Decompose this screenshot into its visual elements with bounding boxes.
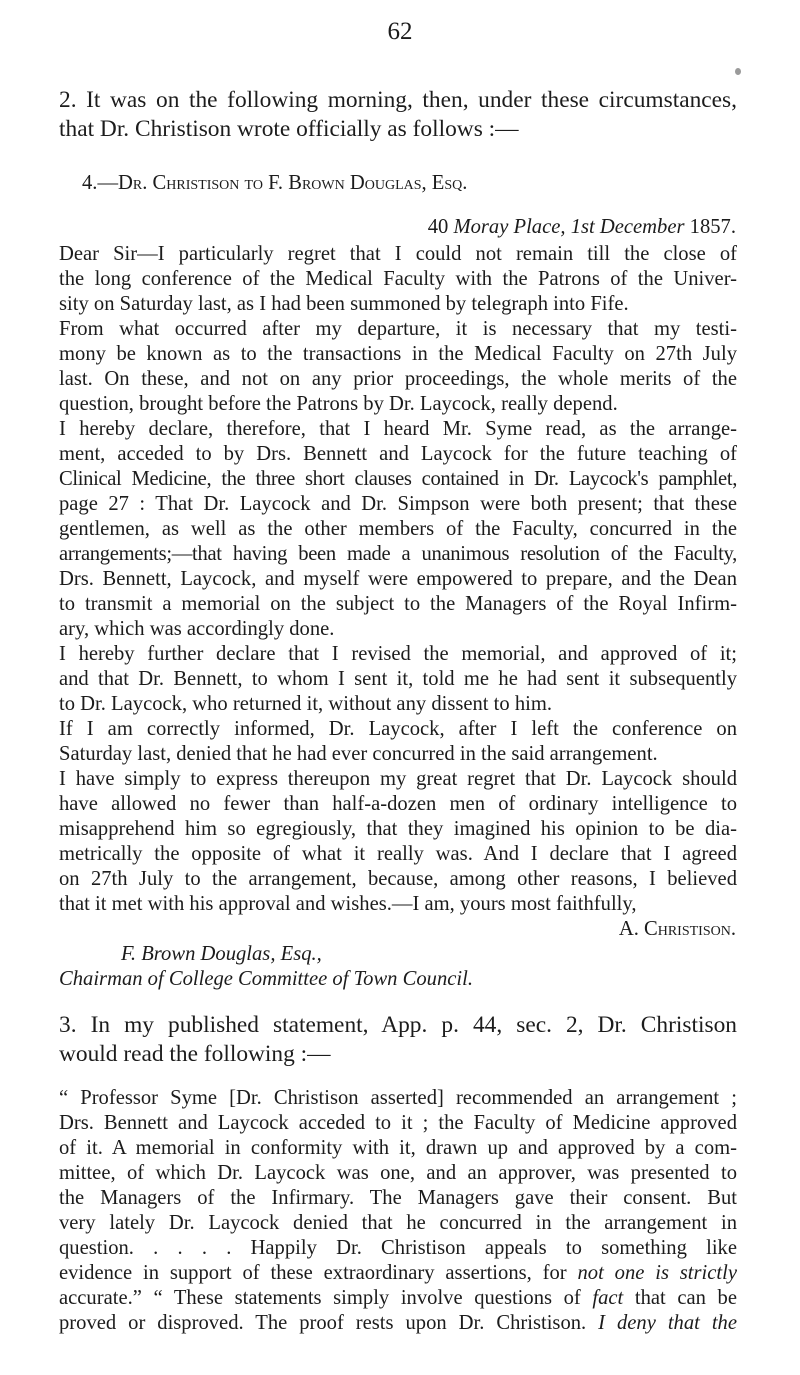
quote-line: the Managers of the Infirmary. The Managers gave their consent. But <box>59 1187 737 1209</box>
letter-line: I hereby further declare that I revised the memorial, and approved of it; <box>59 643 737 665</box>
quote-line: “ Professor Syme [Dr. Christison asserted] recommended an arrangement ; <box>59 1087 737 1109</box>
letter-line: that it met with his approval and wishes.—I am, yours most faithfully, <box>59 893 637 915</box>
letter-line: ment, acceded to by Drs. Bennett and Laycock for the future teaching of <box>59 443 737 465</box>
letter-line: sity on Saturday last, as I had been summoned by telegraph into Fife. <box>59 293 629 315</box>
letter-line: arrangements;—that having been made a unanimous resolution of the Faculty, <box>59 543 737 565</box>
letter-line: to transmit a memorial on the subject to the Managers of the Royal Infirm- <box>59 593 737 615</box>
para3-line: would read the following :— <box>59 1041 331 1067</box>
quote-line: proved or disproved. The proof rests upon Dr. Christison. I deny that the <box>59 1312 737 1334</box>
letter-line: the long conference of the Medical Faculty with the Patrons of the Univer- <box>59 268 737 290</box>
quote-line: question. . . . . Happily Dr. Christison appeals to something like <box>59 1237 737 1259</box>
letter-line: Saturday last, denied that he had ever concurred in the said arrangement. <box>59 743 658 765</box>
quote-line: of it. A memorial in conformity with it, drawn up and approved by a com- <box>59 1137 737 1159</box>
letter-line: page 27 : That Dr. Laycock and Dr. Simpson were both present; that these <box>59 493 737 515</box>
page-number: 62 <box>387 18 413 45</box>
letter-line: on 27th July to the arrangement, because, among other reasons, I believed <box>59 868 737 890</box>
letter-line: Clinical Medicine, the three short clauses contained in Dr. Laycock's pamphlet, <box>59 468 737 490</box>
letter-line: I have simply to express thereupon my great regret that Dr. Laycock should <box>59 768 737 790</box>
letter-line: last. On these, and not on any prior proceedings, the whole merits of the <box>59 368 737 390</box>
letter-signature: A. Christison. <box>618 918 736 940</box>
letter-line: ary, which was accordingly done. <box>59 618 335 640</box>
para2-line: that Dr. Christison wrote officially as follows :— <box>59 116 519 142</box>
letter-line: If I am correctly informed, Dr. Laycock, after I left the conference on <box>59 718 737 740</box>
letter-addressee: F. Brown Douglas, Esq., <box>121 943 322 965</box>
quote-line: very lately Dr. Laycock denied that he concurred in the arrangement in <box>59 1212 737 1234</box>
letter-dateline: 40 Moray Place, 1st December 1857. <box>427 216 736 238</box>
quote-line: mittee, of which Dr. Laycock was one, and an approver, was presented to <box>59 1162 737 1184</box>
letter-line: misapprehend him so egregiously, that they imagined his opinion to be dia- <box>59 818 737 840</box>
letter-line: metrically the opposite of what it really was. And I declare that I agreed <box>59 843 737 865</box>
letter-line: to Dr. Laycock, who returned it, without any dissent to him. <box>59 693 553 715</box>
letter-line: and that Dr. Bennett, to whom I sent it, told me he had sent it subsequently <box>59 668 737 690</box>
quote-line: evidence in support of these extraordinary assertions, for not one is strictly <box>59 1262 737 1284</box>
letter-line: I hereby declare, therefore, that I heard Mr. Syme read, as the arrange- <box>59 418 737 440</box>
letter-line: have allowed no fewer than half-a-dozen men of ordinary intelligence to <box>59 793 737 815</box>
para2-line: 2. It was on the following morning, then, under these circumstances, <box>59 87 737 113</box>
ink-speck <box>735 68 741 75</box>
letter-line: Drs. Bennett, Laycock, and myself were empowered to prepare, and the Dean <box>59 568 737 590</box>
letter-addressee-title: Chairman of College Committee of Town Council. <box>59 968 473 990</box>
quote-line: accurate.” “ These statements simply involve questions of fact that can be <box>59 1287 737 1309</box>
letter-line: Dear Sir—I particularly regret that I could not remain till the close of <box>59 243 737 265</box>
letter-line: question, brought before the Patrons by Dr. Laycock, really depend. <box>59 393 618 415</box>
para3-line: 3. In my published statement, App. p. 44, sec. 2, Dr. Christison <box>59 1012 737 1038</box>
letter-line: mony be known as to the transactions in the Medical Faculty on 27th July <box>59 343 737 365</box>
letter-heading: 4.—Dr. Christison to F. Brown Douglas, Esq. <box>82 172 468 194</box>
letter-line: From what occurred after my departure, it is necessary that my testi- <box>59 318 737 340</box>
quote-line: Drs. Bennett and Laycock acceded to it ; the Faculty of Medicine approved <box>59 1112 737 1134</box>
letter-line: gentlemen, as well as the other members of the Faculty, concurred in the <box>59 518 737 540</box>
